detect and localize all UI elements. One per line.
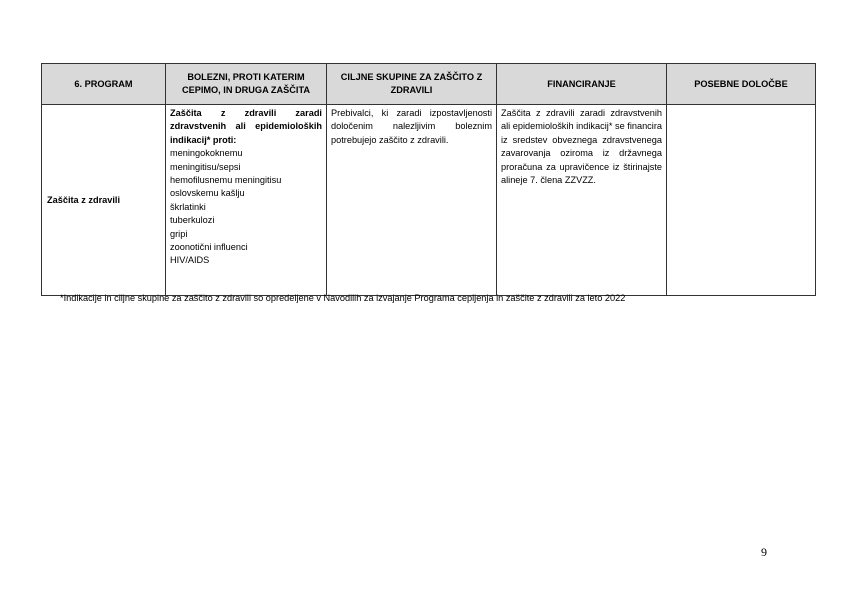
table-header-row [42,64,816,105]
cell-financing: Zaščita z zdravili zaradi zdravstvenih ali epidemioloških indikacij* se financira iz sredstev obveznega zdravstvenega zavarovanja oziroma iz državnega proračuna za upravičence iz štirinajste alineje 7. člena ZZVZZ. [497,105,667,296]
table-row [42,105,816,296]
disease-list [170,147,322,268]
list-item: oslovskemu kašlju [170,188,245,199]
list-item: škrlatinki [170,201,206,212]
cell-program: Zaščita z zdravili [42,105,166,296]
header-target-groups: CILJNE SKUPINE ZA ZAŠČITO Z ZDRAVILI [327,64,497,105]
page-number: 9 [761,545,767,559]
header-special-provisions: POSEBNE DOLOČBE [667,64,816,105]
cell-target-groups: Prebivalci, ki zaradi izpostavljenosti določenim nalezljivim boleznim potrebujejo zaščito z zdravili. [327,105,497,296]
list-item: HIV/AIDS [170,255,210,266]
header-diseases: BOLEZNI, PROTI KATERIM CEPIMO, IN DRUGA ZAŠČITA [166,64,327,105]
program-table [41,63,816,296]
cell-special-provisions [667,105,816,296]
list-item: meningitisu/sepsi [170,161,241,172]
diseases-intro: Zaščita z zdravili zaradi zdravstvenih ali epidemioloških indikacij* proti: [170,108,322,145]
list-item: hemofilusnemu meningitisu [170,175,282,186]
list-item: gripi [170,228,188,239]
header-financing: FINANCIRANJE [497,64,667,105]
cell-diseases [166,105,327,296]
footnote: *Indikacije in ciljne skupine za zaščito z zdravili so opredeljene v Navodilih za izvajanje Programa cepljenja in zaščite z zdravili za leto 2022 [60,293,626,303]
list-item: tuberkulozi [170,215,215,226]
header-program: 6. PROGRAM [42,64,166,105]
list-item: meningokoknemu [170,148,243,159]
list-item: zoonotični influenci [170,242,248,253]
